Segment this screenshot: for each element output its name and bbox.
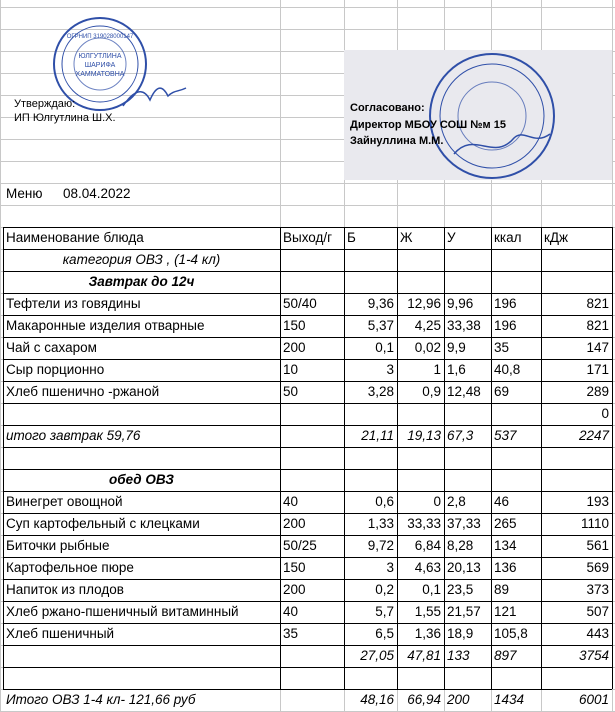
table-cell: 150: [283, 560, 306, 575]
table-cell: 50: [283, 384, 299, 399]
stamp-number: ОГРНИП 319028000147: [66, 34, 134, 40]
agree-label: Согласовано:: [350, 102, 425, 114]
section-title: обед ОВЗ: [109, 472, 174, 487]
table-cell: 5,37: [367, 318, 394, 333]
table-cell: 265: [494, 516, 517, 531]
column-header: Наименовaние блюда: [6, 230, 144, 245]
table-cell: 1,6: [447, 362, 466, 377]
grand-total-cell: 1434: [494, 692, 525, 707]
table-cell: 46: [494, 494, 510, 509]
table-cell: 289: [586, 384, 609, 399]
table-cell: 507: [586, 604, 609, 619]
table-cell: 37,33: [447, 516, 481, 531]
dish-name: Сыр порционно: [6, 362, 105, 377]
table-cell: 5,7: [375, 604, 394, 619]
svg-text:ШАРИФА: ШАРИФА: [84, 62, 116, 69]
dish-name: Винегрет овощной: [6, 494, 123, 509]
table-cell: 9,96: [447, 296, 474, 311]
table-cell: 69: [494, 384, 510, 399]
table-cell: 443: [586, 626, 609, 641]
grand-total-cell: 6001: [578, 692, 609, 707]
table-cell: 147: [586, 340, 609, 355]
table-cell: 1110: [580, 516, 609, 531]
table-cell: 35: [283, 626, 299, 641]
column-header: Б: [347, 230, 356, 245]
table-cell: 9,36: [367, 296, 394, 311]
table-cell: 3: [386, 362, 394, 377]
table-cell: 12,48: [447, 384, 481, 399]
total-cell: 897: [494, 648, 517, 663]
table-cell: 171: [586, 362, 609, 377]
table-cell: 40,8: [494, 362, 521, 377]
column-header: У: [447, 230, 456, 245]
grand-total-cell: 66,94: [407, 692, 441, 707]
table-cell: 3: [386, 560, 394, 575]
total-cell: 21,11: [361, 428, 394, 443]
table-cell: 9,9: [447, 340, 466, 355]
dish-name: Хлеб пшенично -ржаной: [6, 384, 160, 399]
table-cell: 200: [283, 582, 306, 597]
table-cell: 200: [283, 340, 306, 355]
table-cell: 193: [586, 494, 609, 509]
grand-total-cell: 48,16: [360, 692, 394, 707]
agree-name: Зайнуллина М.М.: [350, 135, 444, 147]
table-cell: 2,8: [447, 494, 466, 509]
table-cell: 89: [494, 582, 510, 597]
total-cell: 537: [494, 428, 517, 443]
table-cell: 821: [586, 318, 609, 333]
table-cell: 12,96: [407, 296, 441, 311]
total-cell: 67,3: [447, 428, 474, 443]
total-cell: 2247: [578, 428, 609, 443]
table-cell: 196: [494, 296, 517, 311]
total-cell: 27,05: [360, 648, 394, 663]
table-cell: 6,84: [414, 538, 441, 553]
grand-total-label: Итого ОВЗ 1-4 кл- 121,66 руб: [6, 692, 196, 707]
approve-label: Утверждаю:: [14, 98, 76, 110]
table-cell: 121: [494, 604, 517, 619]
table-cell: 0,1: [422, 582, 441, 597]
table-cell: 0,02: [414, 340, 441, 355]
total-cell: 19,13: [407, 428, 441, 443]
table-cell: 18,9: [447, 626, 474, 641]
total-cell: 47,81: [407, 648, 441, 663]
table-cell: 40: [283, 494, 299, 509]
approve-name: ИП Юлгутлина Ш.Х.: [14, 112, 116, 124]
table-cell: 136: [494, 560, 517, 575]
table-cell: 3,28: [367, 384, 394, 399]
table-cell: 0,2: [375, 582, 394, 597]
dish-name: Хлеб ржано-пшеничный витаминный: [6, 604, 239, 619]
table-cell: 105,8: [494, 626, 528, 641]
dish-name: Чай с сахаром: [6, 340, 97, 355]
column-header: ккал: [494, 230, 522, 245]
section-title: Завтрак до 12ч: [88, 274, 195, 289]
menu-label: Меню: [6, 186, 43, 201]
dish-name: Картофельное пюре: [6, 560, 134, 575]
dish-name: Суп картофельный с клецками: [6, 516, 200, 531]
grand-total-cell: 200: [447, 692, 470, 707]
dish-name: Биточки рыбные: [6, 538, 110, 553]
table-cell: 50/25: [283, 538, 317, 553]
table-cell: 4,25: [414, 318, 441, 333]
total-label: итого завтрак 59,76: [6, 428, 141, 443]
table-cell: 0,6: [375, 494, 394, 509]
table-cell: 0,9: [422, 384, 441, 399]
category-label: категория ОВЗ , (1-4 кл): [62, 252, 221, 267]
table-cell: 6,5: [375, 626, 394, 641]
svg-text:ЮЛГУТЛИНА: ЮЛГУТЛИНА: [78, 53, 122, 60]
table-cell: 200: [283, 516, 306, 531]
column-header: Выход/г: [283, 230, 333, 245]
table-cell: 50/40: [283, 296, 317, 311]
table-cell: 40: [283, 604, 299, 619]
table-cell: 373: [586, 582, 609, 597]
table-cell: 1: [433, 362, 441, 377]
table-cell: 1,55: [414, 604, 441, 619]
table-cell: 10: [283, 362, 299, 377]
dish-name: Напиток из плодов: [6, 582, 124, 597]
table-cell: 196: [494, 318, 517, 333]
table-cell: 8,28: [447, 538, 474, 553]
table-cell: 0,1: [375, 340, 394, 355]
dish-name: Тефтели из говядины: [6, 296, 141, 311]
table-cell: 1,33: [367, 516, 394, 531]
table-cell: 0: [433, 494, 441, 509]
table-cell: 821: [586, 296, 609, 311]
table-cell: 561: [586, 538, 609, 553]
dish-name: Макаронные изделия отварные: [6, 318, 205, 333]
table-cell: 9,72: [367, 538, 394, 553]
svg-text:ХАММАТОВНА: ХАММАТОВНА: [75, 71, 125, 78]
agree-position: Директор МБОУ СОШ №м 15: [350, 119, 506, 131]
table-cell: 569: [586, 560, 609, 575]
table-cell: 21,57: [447, 604, 481, 619]
column-header: кДж: [544, 230, 569, 245]
table-cell: 23,5: [447, 582, 474, 597]
column-header: Ж: [400, 230, 413, 245]
table-cell: 33,33: [407, 516, 441, 531]
table-cell: 0: [601, 406, 609, 421]
dish-name: Хлеб пшеничный: [6, 626, 115, 641]
table-cell: 35: [494, 340, 510, 355]
table-cell: 134: [494, 538, 517, 553]
total-cell: 3754: [578, 648, 609, 663]
menu-date: 08.04.2022: [63, 186, 131, 201]
table-cell: 20,13: [447, 560, 481, 575]
total-cell: 133: [447, 648, 470, 663]
table-cell: 33,38: [447, 318, 481, 333]
table-cell: 150: [283, 318, 306, 333]
table-cell: 4,63: [414, 560, 441, 575]
table-cell: 1,36: [414, 626, 441, 641]
